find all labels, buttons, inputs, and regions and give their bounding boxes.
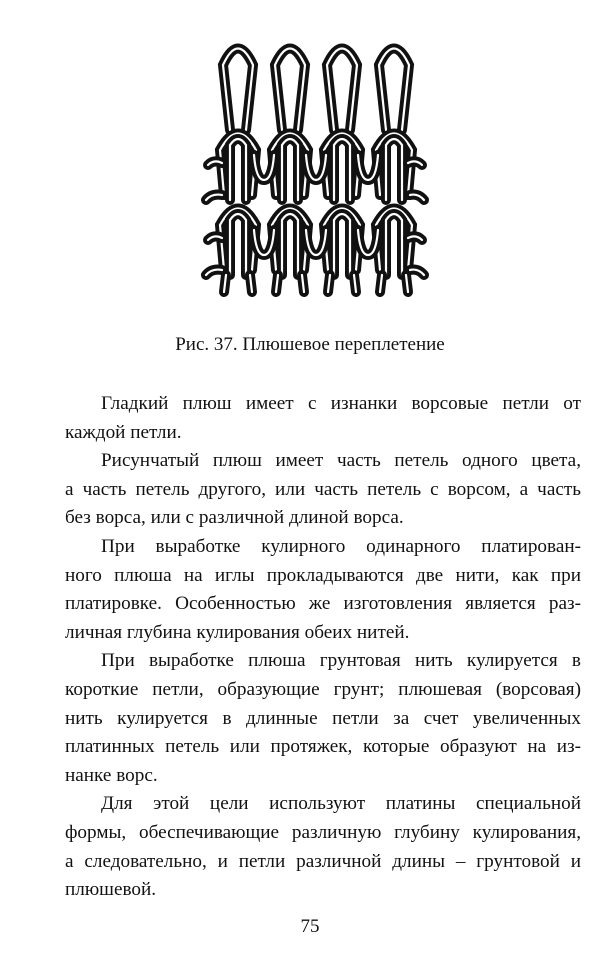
ground-loop-inner <box>230 214 246 275</box>
text-line: При выработке плюша грунтовая нить кулируется в <box>101 650 581 672</box>
sinker-loop <box>208 236 222 240</box>
yarn-leg <box>250 275 252 292</box>
figure-caption: Рис. 37. Плюшевое переплетение <box>175 334 445 355</box>
plush-loop <box>379 49 409 131</box>
text-line: Гладкий плюш имеет с изнанки ворсовые петли от <box>101 393 581 414</box>
plush-loop <box>275 49 305 131</box>
ground-loop-inner <box>386 139 402 200</box>
text-line: плюшевой. <box>65 879 157 901</box>
text-line: без ворса, или с различной длиной ворса. <box>65 507 404 529</box>
sinker-loop <box>358 230 378 255</box>
text-line: Рисунчатый плюш имеет часть петель одного цвета, <box>101 450 581 472</box>
yarn-leg <box>302 275 304 292</box>
text-line: платинных петель или протяжек, которые образуют на из- <box>65 736 581 758</box>
ground-loop-inner <box>334 214 350 275</box>
text-line: При выработке кулирного одинарного платирован- <box>101 535 581 557</box>
plush-loop <box>327 49 357 131</box>
yarn-leg <box>224 275 226 292</box>
text-line: а следовательно, и петли различной длины – грунтовой и <box>65 850 581 872</box>
text-line: ного плюша на иглы прокладываются две нити, как при <box>65 564 581 586</box>
paragraph <box>65 647 581 790</box>
text-line: а часть петель другого, или часть петель с ворсом, а часть <box>65 478 581 500</box>
yarn-leg <box>354 275 356 292</box>
yarn-end <box>410 270 424 275</box>
yarn-end <box>206 270 222 275</box>
page-number: 75 <box>300 916 320 937</box>
yarn-leg <box>276 275 278 292</box>
sinker-loop <box>306 230 326 255</box>
sinker-loop <box>408 236 422 240</box>
paragraph <box>65 790 581 904</box>
text-line: личная глубина кулирования обеих нитей. <box>65 621 410 643</box>
sinker-loop <box>358 155 378 180</box>
sinker-loop <box>208 161 222 165</box>
text-line: формы, обеспечивающие различную глубину кулирования, <box>65 821 581 843</box>
sinker-loop <box>254 230 274 255</box>
paragraph <box>65 447 581 533</box>
text-line: Для этой цели используют платины специальной <box>101 793 581 815</box>
sinker-loop <box>254 155 274 180</box>
yarn-end <box>206 195 222 200</box>
ground-loop-inner <box>282 214 298 275</box>
text-line: короткие петли, образующие грунт; плюшевая (ворсовая) <box>65 678 581 700</box>
yarn-leg <box>406 275 408 292</box>
body-text <box>65 390 581 905</box>
paragraph <box>65 533 581 647</box>
yarn-end <box>410 195 424 200</box>
plush-knit-structure-illustration <box>200 30 430 320</box>
plush-loop <box>223 49 253 131</box>
paragraph <box>65 390 581 447</box>
sinker-loop <box>306 155 326 180</box>
ground-loop-inner <box>334 139 350 200</box>
text-line: каждой петли. <box>65 421 182 443</box>
yarn-leg <box>328 275 330 292</box>
text-line: нанке ворс. <box>65 764 158 786</box>
ground-loop-inner <box>230 139 246 200</box>
text-line: нить кулируется в длинные петли за счет увеличенных <box>65 707 581 729</box>
yarn-leg <box>380 275 382 292</box>
ground-loop-inner <box>386 214 402 275</box>
ground-loop-inner <box>282 139 298 200</box>
sinker-loop <box>408 161 422 165</box>
text-line: платировке. Особенностью же изготовления является раз- <box>65 593 581 615</box>
